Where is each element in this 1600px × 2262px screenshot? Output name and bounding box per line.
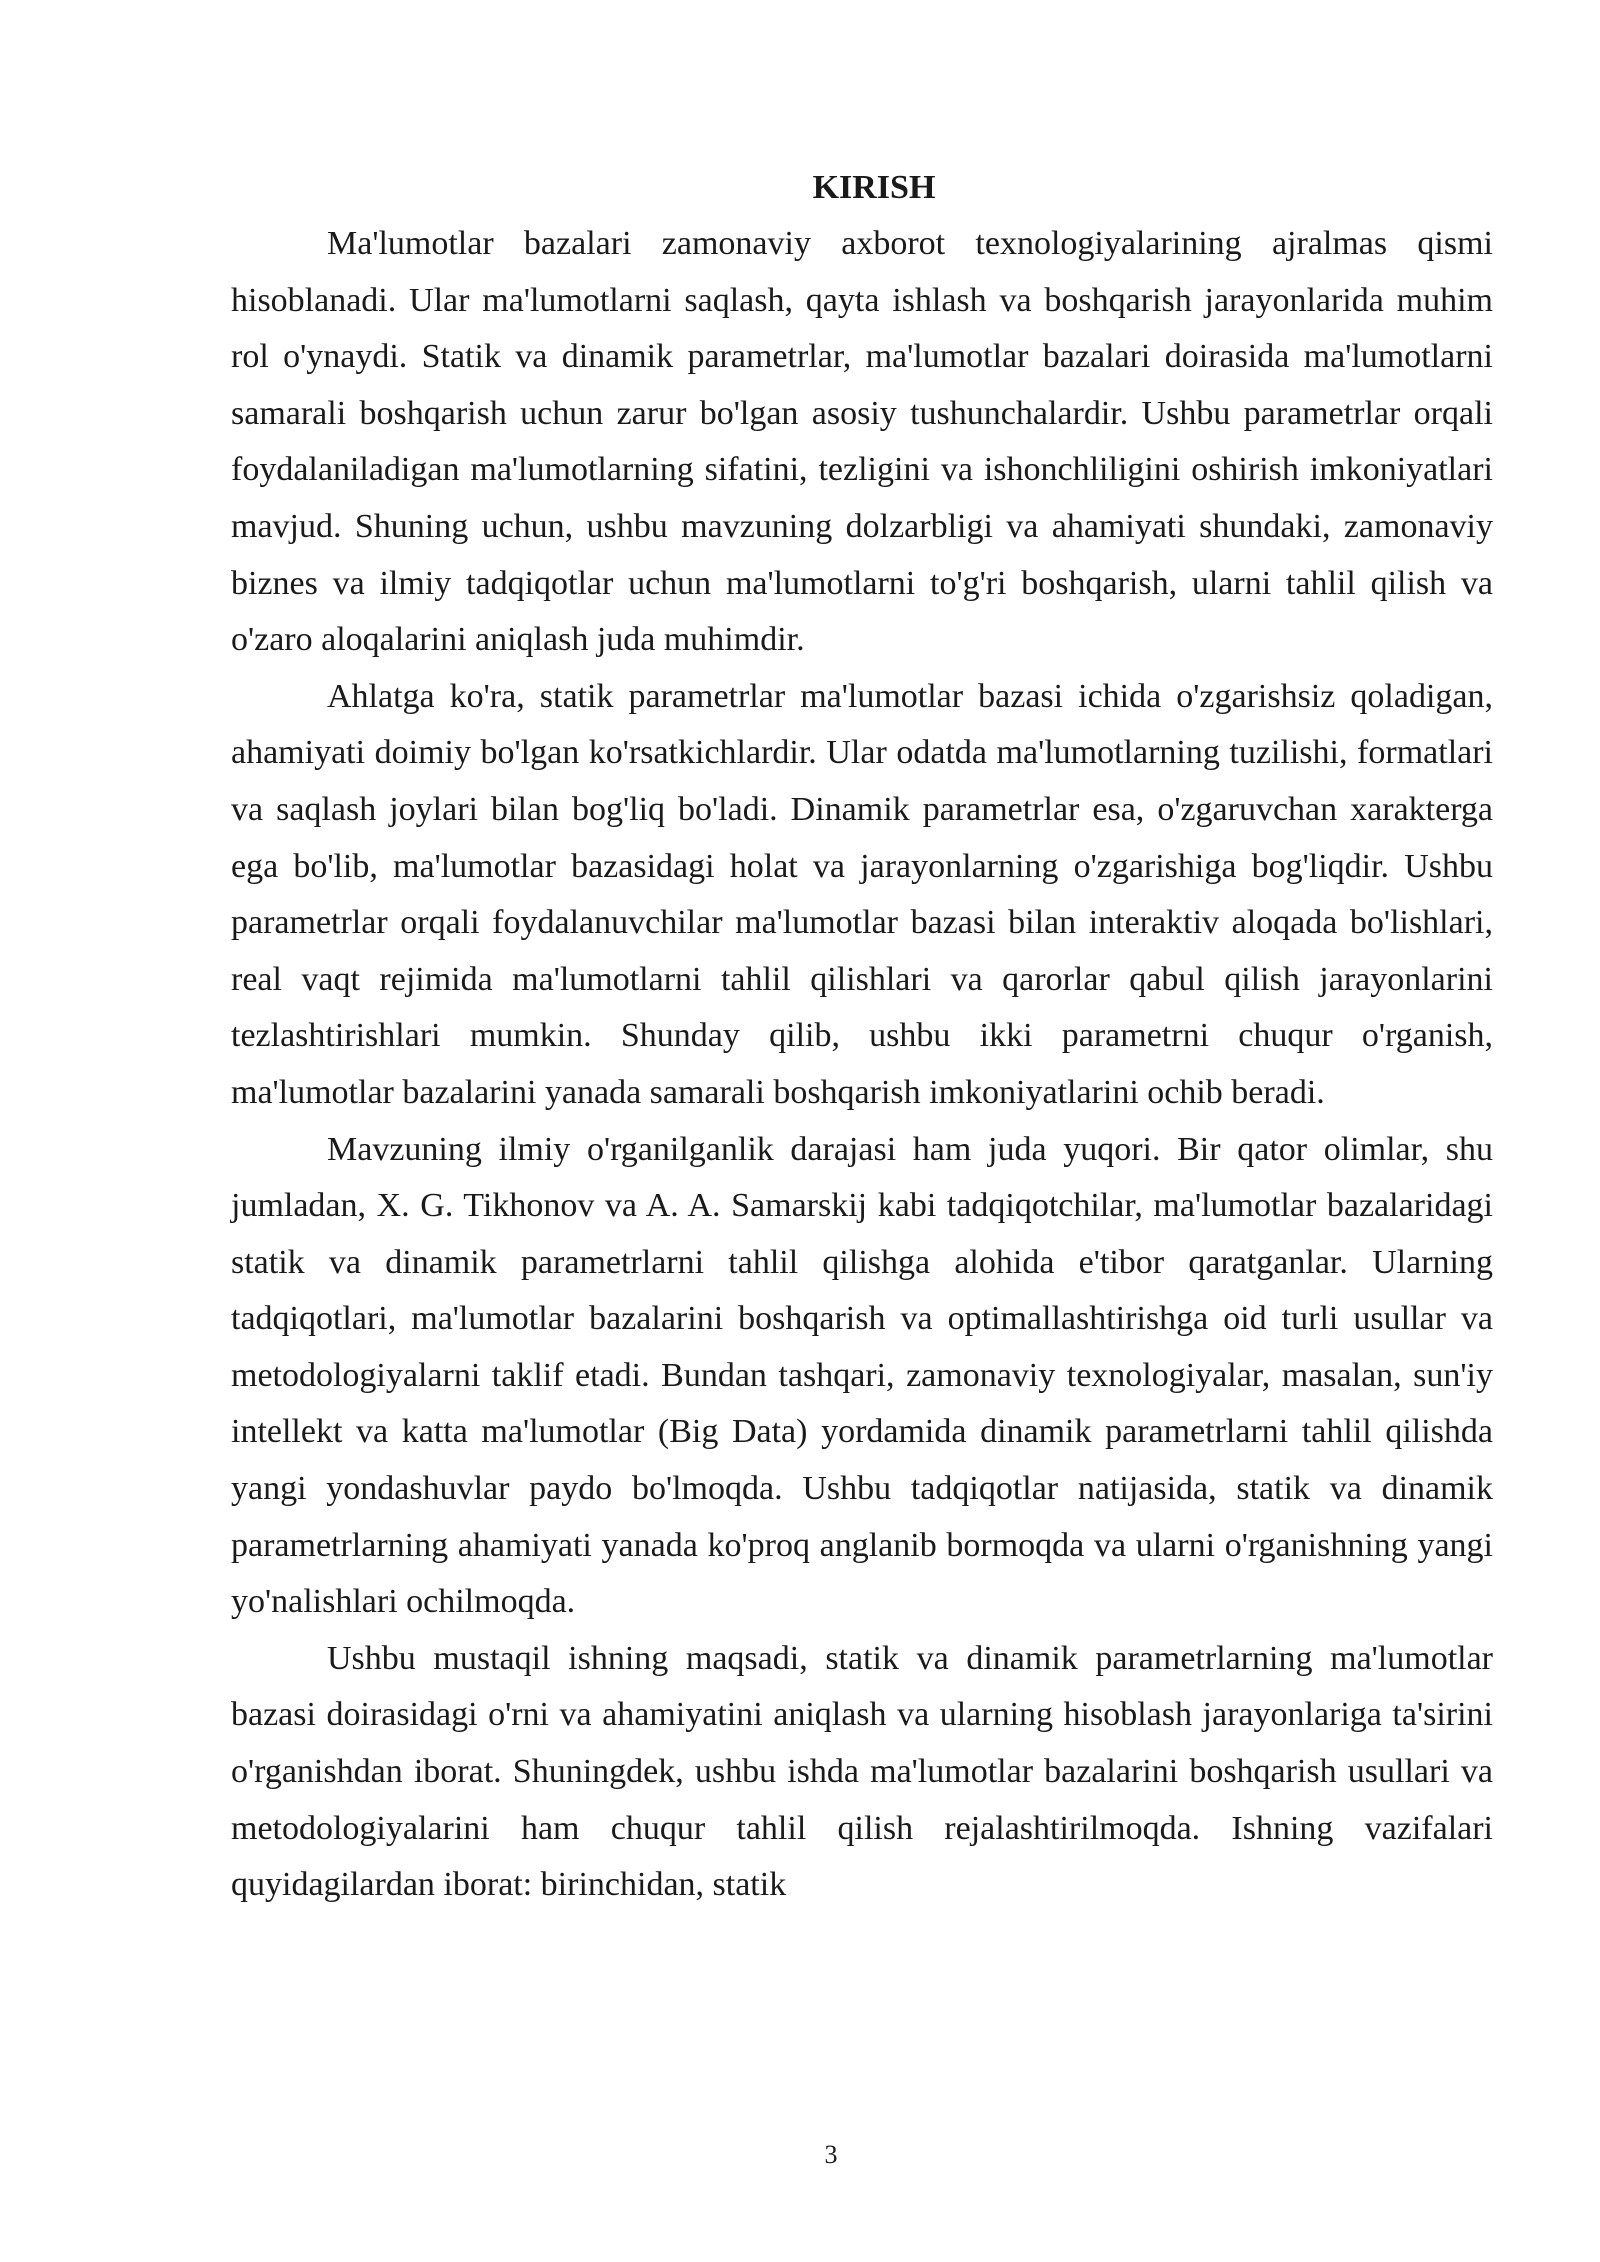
section-title: KIRISH: [812, 169, 936, 206]
paragraph-research-level: Mavzuning ilmiy o'rganilganlik darajasi ham juda yuqori. Bir qator olimlar, shu jumladan, X. G. Tikhonov va A. A. Samarskij kabi tadqiqotchilar, ma'lumotlar bazalaridagi statik va dinamik parametrlarni tahlil qilishga alohida e'tibor qaratganlar. Ularning tadqiqotlari, ma'lumotlar bazalarini boshqarish va optimallashtirishga oid turli usullar va metodologiyalarni taklif etadi. Bundan tashqari, zamonaviy texnologiyalar, masalan, sun'iy intellekt va katta ma'lumotlar (Big Data) yordamida dinamik parametrlarni tahlil qilishda yangi yondashuvlar paydo bo'lmoqda. Ushbu tadqiqotlar natijasida, statik va dinamik parametrlarning ahamiyati yanada ko'proq anglanib bormoqda va ularni o'rganishning yangi yo'nalishlari ochilmoqda.: [231, 1130, 1493, 1621]
document-page: [231, 160, 1493, 1914]
paragraph-intro: Ma'lumotlar bazalari zamonaviy axborot texnologiyalarining ajralmas qismi hisoblanadi. Ular ma'lumotlarni saqlash, qayta ishlash va boshqarish jarayonlarida muhim rol o'ynaydi. Statik va dinamik parametrlar, ma'lumotlar bazalari doirasida ma'lumotlarni samarali boshqarish uchun zarur bo'lgan asosiy tushunchalardir. Ushbu parametrlar orqali foydalaniladigan ma'lumotlarning sifatini, tezligini va ishonchliligini oshirish imkoniyatlari mavjud. Shuning uchun, ushbu mavzuning dolzarbligi va ahamiyati shundaki, zamonaviy biznes va ilmiy tadqiqotlar uchun ma'lumotlarni to'g'ri boshqarish, ularni tahlil qilish va o'zaro aloqalarini aniqlash juda muhimdir.: [231, 225, 1493, 659]
paragraph-static-dynamic: Ahlatga ko'ra, statik parametrlar ma'lumotlar bazasi ichida o'zgarishsiz qoladigan, ahamiyati doimiy bo'lgan ko'rsatkichlardir. Ular odatda ma'lumotlarning tuzilishi, formatlari va saqlash joylari bilan bog'liq bo'ladi. Dinamik parametrlar esa, o'zgaruvchan xarakterga ega bo'lib, ma'lumotlar bazasidagi holat va jarayonlarning o'zgarishiga bog'liqdir. Ushbu parametrlar orqali foydalanuvchilar ma'lumotlar bazasi bilan interaktiv aloqada bo'lishlari, real vaqt rejimida ma'lumotlarni tahlil qilishlari va qarorlar qabul qilish jarayonlarini tezlashtirishlari mumkin. Shunday qilib, ushbu ikki parametrni chuqur o'rganish, ma'lumotlar bazalarini yanada samarali boshqarish imkoniyatlarini ochib beradi.: [231, 677, 1493, 1111]
page-number: 3: [824, 2140, 838, 2169]
paragraph-goal: Ushbu mustaqil ishning maqsadi, statik va dinamik parametrlarning ma'lumotlar bazasi doirasidagi o'rni va ahamiyatini aniqlash va ularning hisoblash jarayonlariga ta'sirini o'rganishdan iborat. Shuningdek, ushbu ishda ma'lumotlar bazalarini boshqarish usullari va metodologiyalarini ham chuqur tahlil qilish rejalashtirilmoqda. Ishning vazifalari quyidagilardan iborat: birinchidan, statik: [231, 1639, 1493, 1904]
